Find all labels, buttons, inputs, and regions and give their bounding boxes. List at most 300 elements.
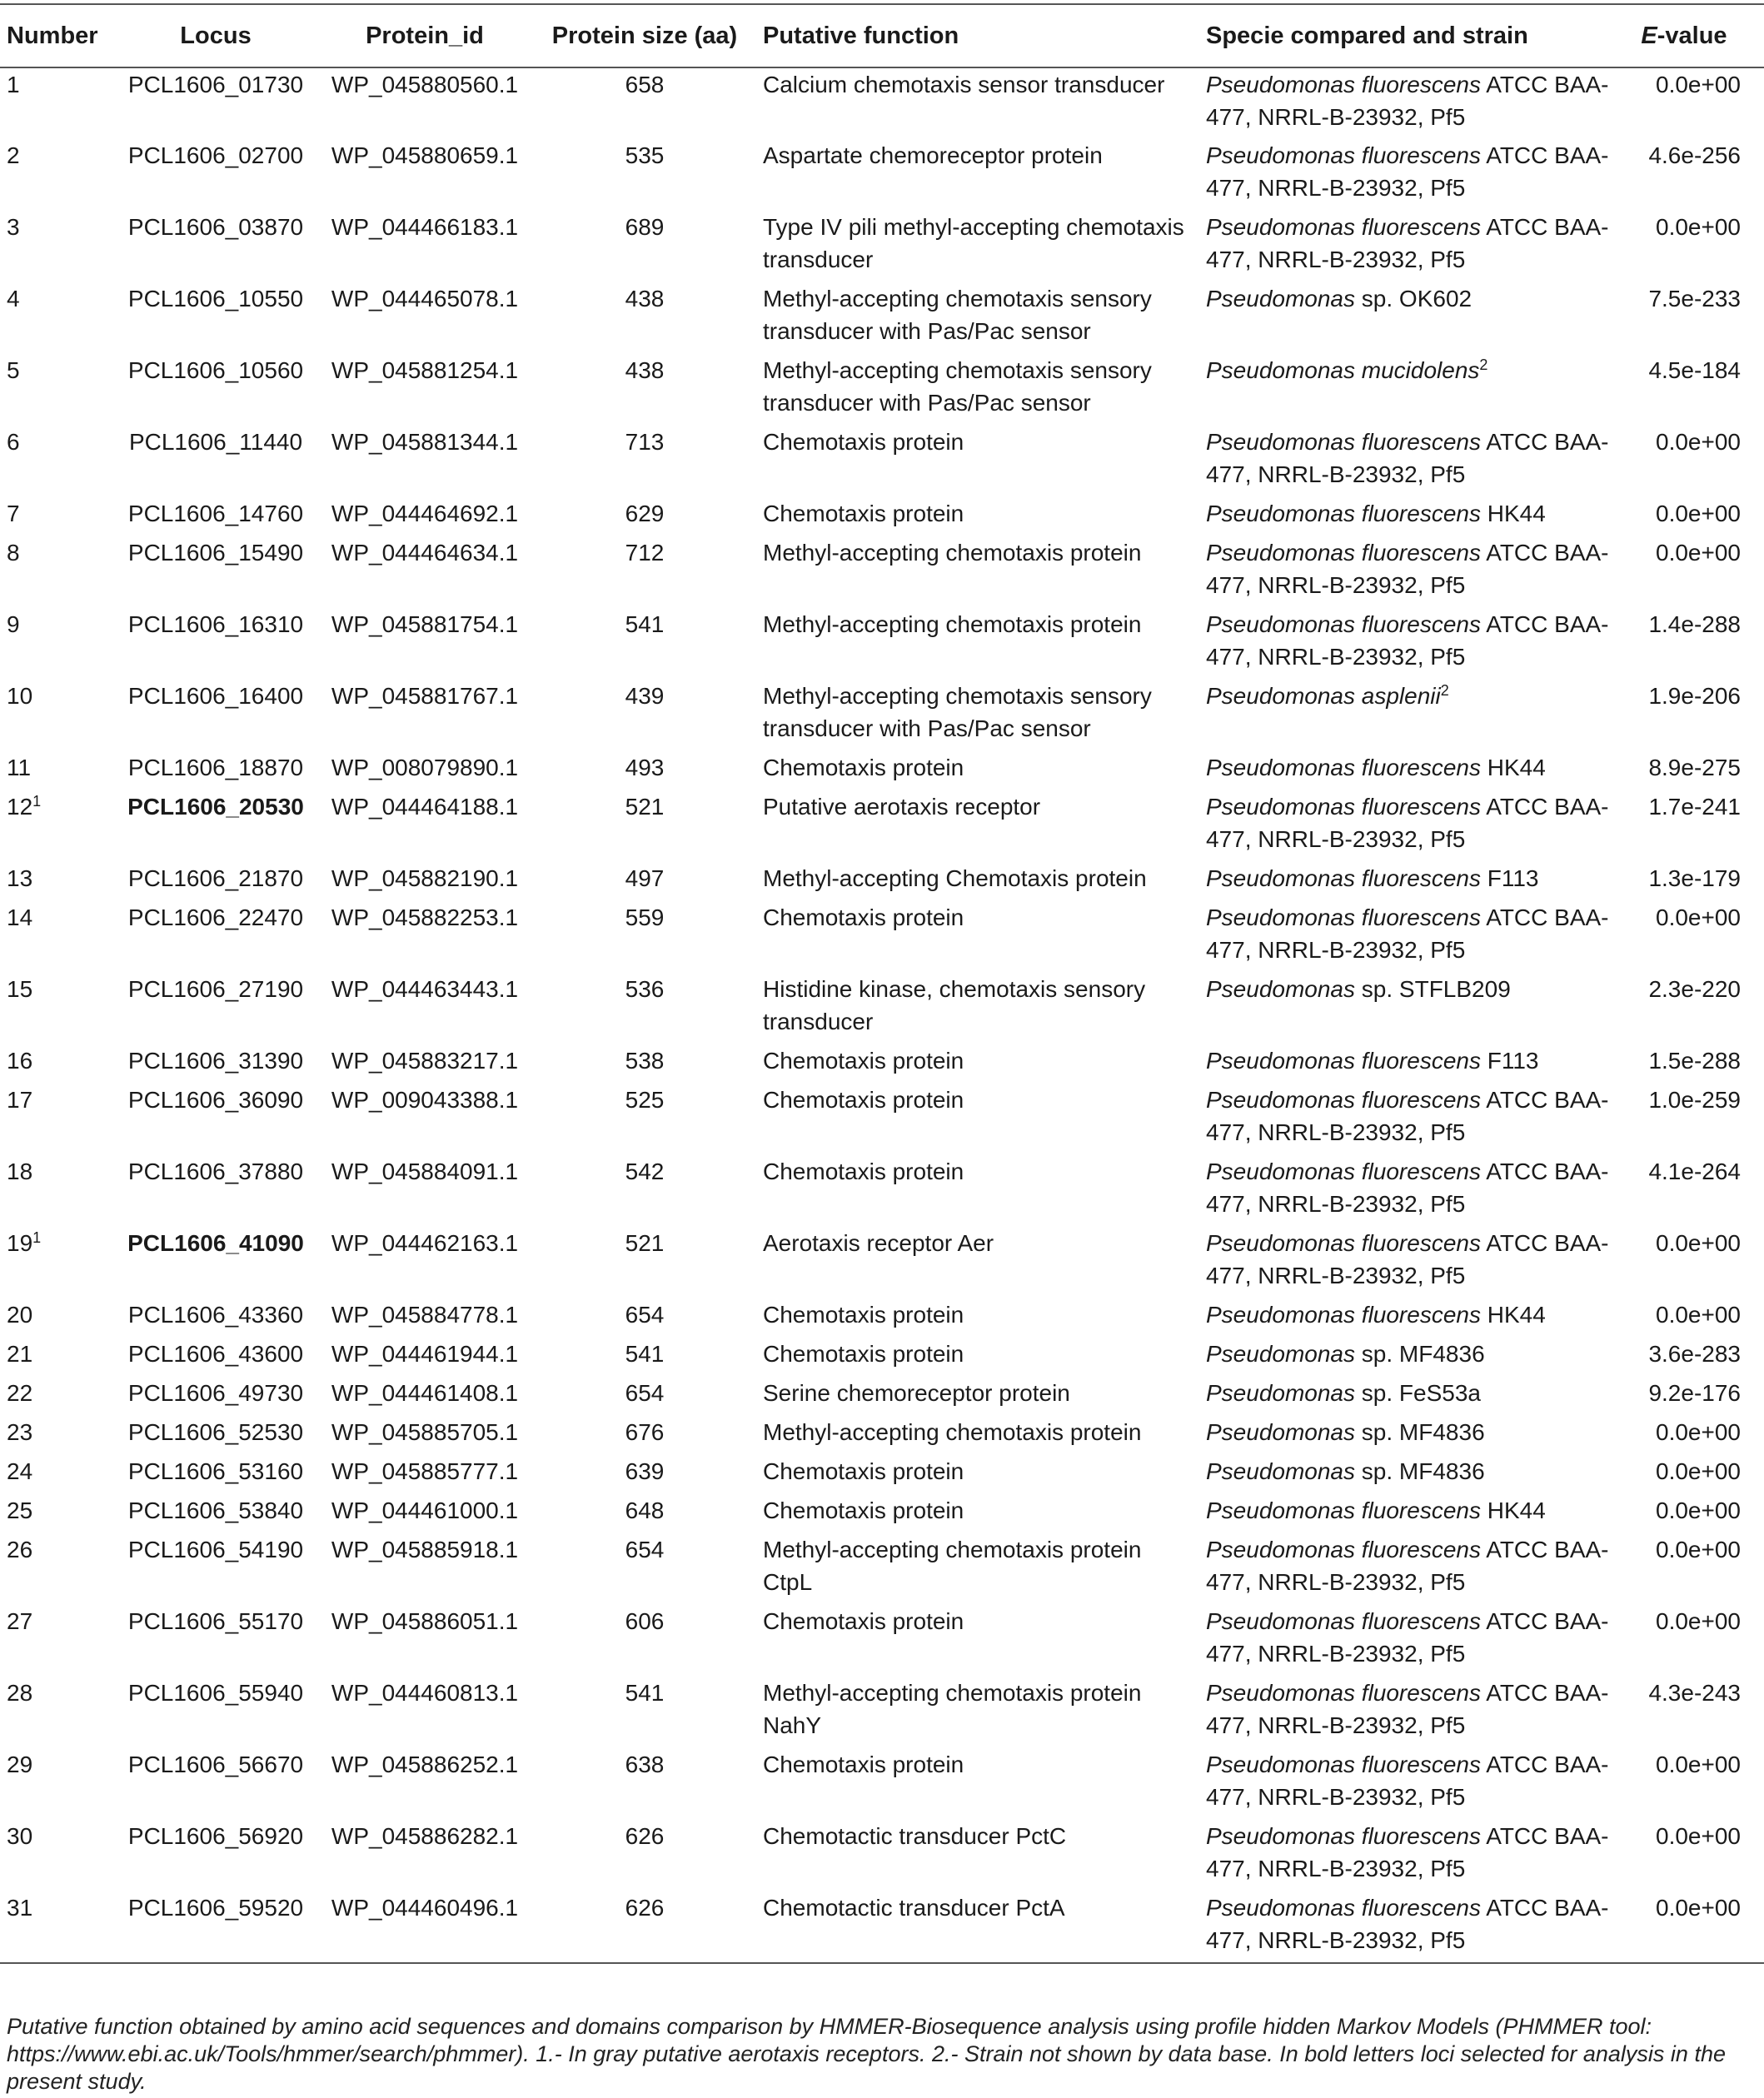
species-name: Pseudomonas [1206, 1380, 1356, 1406]
cell-number [0, 67, 113, 139]
cell-locus: PCL1606_14760 [127, 501, 304, 526]
cell-number [0, 862, 113, 901]
table-row [0, 680, 1764, 751]
row-number: 8 [7, 540, 20, 566]
cell-evalue: 0.0e+00 [1622, 1891, 1764, 1963]
cell-putative-function: Chemotaxis protein [763, 1048, 964, 1074]
cell-protein-size: 497 [625, 865, 665, 891]
row-number: 31 [7, 1895, 33, 1921]
species-name: Pseudomonas fluorescens [1206, 1608, 1481, 1634]
species-footnote-mark: 2 [1479, 356, 1488, 373]
cell-number [0, 1227, 113, 1298]
cell-species [1201, 790, 1622, 862]
species-footnote-mark: 2 [1440, 682, 1449, 699]
species-strain: sp. FeS53a [1355, 1380, 1481, 1406]
cell-evalue: 7.5e-233 [1648, 286, 1741, 311]
cell-number [0, 282, 113, 354]
cell-putative-function: Aspartate chemoreceptor protein [763, 142, 1103, 168]
cell-putative-function: Chemotaxis protein [763, 429, 964, 455]
species-strain: ATCC BAA-477, NRRL-B-23932, Pf5 [1206, 1752, 1609, 1810]
cell-protein-size: 438 [625, 286, 665, 311]
cell-putative-function: Methyl-accepting chemotaxis protein [763, 611, 1142, 637]
cell-protein-id: WP_045881767.1 [331, 683, 519, 709]
table-row [0, 1677, 1764, 1748]
cell-locus: PCL1606_59520 [113, 1891, 318, 1963]
table-row [0, 139, 1764, 211]
species-strain: HK44 [1480, 755, 1546, 780]
table-row [0, 1820, 1764, 1891]
cell-species [1201, 1044, 1622, 1084]
cell-locus: PCL1606_53160 [127, 1458, 304, 1484]
species-name: Pseudomonas fluorescens [1206, 1823, 1481, 1849]
header-number: Number [0, 4, 113, 67]
species-name: Pseudomonas [1206, 1341, 1356, 1367]
cell-evalue: 0.0e+00 [1656, 1823, 1741, 1849]
cell-protein-size: 654 [625, 1302, 665, 1328]
table-header-row [0, 4, 1764, 67]
cell-protein-size: 541 [625, 1341, 665, 1367]
species-name: Pseudomonas fluorescens [1206, 794, 1481, 820]
cell-putative-function: Chemotaxis protein [763, 1159, 964, 1184]
table-row [0, 426, 1764, 497]
cell-evalue: 4.6e-256 [1648, 142, 1741, 168]
cell-species [1201, 426, 1622, 497]
cell-number [0, 973, 113, 1044]
row-number: 26 [7, 1537, 33, 1562]
cell-protein-size: 438 [625, 357, 665, 383]
cell-putative-function: Methyl-accepting chemotaxis protein CtpL [763, 1537, 1142, 1595]
species-name: Pseudomonas asplenii [1206, 683, 1441, 709]
species-name: Pseudomonas fluorescens [1206, 540, 1481, 566]
cell-species [1201, 751, 1622, 790]
cell-protein-id: WP_044462163.1 [331, 1230, 519, 1256]
table-row [0, 973, 1764, 1044]
table-row [0, 1748, 1764, 1820]
cell-protein-id: WP_045880560.1 [331, 72, 519, 97]
cell-locus: PCL1606_16310 [127, 611, 304, 637]
cell-evalue: 0.0e+00 [1656, 1458, 1741, 1484]
cell-protein-size: 658 [625, 72, 665, 97]
cell-evalue: 8.9e-275 [1648, 755, 1741, 780]
cell-protein-size: 542 [625, 1159, 665, 1184]
species-name: Pseudomonas fluorescens [1206, 865, 1481, 891]
cell-species [1201, 901, 1622, 973]
species-name: Pseudomonas fluorescens [1206, 214, 1481, 240]
species-strain: ATCC BAA-477, NRRL-B-23932, Pf5 [1206, 142, 1609, 201]
cell-evalue: 0.0e+00 [1656, 1537, 1741, 1562]
row-number: 6 [7, 429, 20, 455]
cell-protein-size: 606 [625, 1608, 665, 1634]
row-number: 11 [7, 755, 32, 780]
cell-protein-size: 689 [625, 214, 665, 240]
row-number: 29 [7, 1752, 33, 1777]
table-row [0, 282, 1764, 354]
cell-evalue: 0.0e+00 [1656, 1752, 1741, 1777]
cell-number [0, 1084, 113, 1155]
header-putative-function: Putative function [758, 4, 1201, 67]
cell-protein-size: 713 [625, 429, 665, 455]
cell-protein-size: 536 [625, 976, 665, 1002]
cell-putative-function: Histidine kinase, chemotaxis sensory transducer [763, 976, 1146, 1034]
table-row [0, 1227, 1764, 1298]
cell-evalue: 4.5e-184 [1648, 357, 1741, 383]
cell-number [0, 1377, 113, 1416]
species-name: Pseudomonas fluorescens [1206, 72, 1481, 97]
cell-protein-size: 626 [531, 1891, 758, 1963]
cell-putative-function: Type IV pili methyl-accepting chemotaxis transducer [763, 214, 1184, 272]
header-evalue [1622, 4, 1764, 67]
cell-evalue: 0.0e+00 [1656, 429, 1741, 455]
row-number: 3 [7, 214, 20, 240]
cell-locus: PCL1606_31390 [127, 1048, 304, 1074]
species-name: Pseudomonas [1206, 1419, 1356, 1445]
cell-evalue: 0.0e+00 [1656, 72, 1741, 97]
species-name: Pseudomonas fluorescens [1206, 501, 1481, 526]
cell-evalue: 0.0e+00 [1656, 1608, 1741, 1634]
species-strain: HK44 [1480, 1302, 1546, 1328]
cell-putative-function: Chemotaxis protein [763, 501, 964, 526]
cell-number [0, 901, 113, 973]
species-name: Pseudomonas fluorescens [1206, 142, 1481, 168]
cell-protein-id: WP_045886051.1 [331, 1608, 519, 1634]
table-row [0, 1338, 1764, 1377]
header-evalue-e: E [1641, 22, 1657, 49]
cell-protein-id: WP_045884778.1 [331, 1302, 519, 1328]
cell-protein-id: WP_045886282.1 [331, 1823, 519, 1849]
cell-number [0, 608, 113, 680]
cell-putative-function: Chemotaxis protein [763, 755, 964, 780]
species-strain: ATCC BAA-477, NRRL-B-23932, Pf5 [1206, 904, 1609, 963]
species-name: Pseudomonas fluorescens [1206, 611, 1481, 637]
cell-evalue: 1.4e-288 [1648, 611, 1741, 637]
table-row [0, 1605, 1764, 1677]
species-name: Pseudomonas fluorescens [1206, 1537, 1481, 1562]
cell-locus: PCL1606_16400 [127, 683, 304, 709]
cell-putative-function: Methyl-accepting chemotaxis protein NahY [763, 1680, 1142, 1738]
row-number: 13 [7, 865, 33, 891]
cell-locus: PCL1606_52530 [127, 1419, 304, 1445]
species-name: Pseudomonas [1206, 1458, 1356, 1484]
chemotaxis-proteins-table [0, 3, 1764, 1964]
cell-locus: PCL1606_10550 [127, 286, 304, 311]
cell-evalue: 0.0e+00 [1656, 540, 1741, 566]
species-name: Pseudomonas fluorescens [1206, 755, 1481, 780]
cell-protein-id: WP_044460496.1 [318, 1891, 531, 1963]
cell-number [0, 1416, 113, 1455]
species-name: Pseudomonas fluorescens [1206, 429, 1481, 455]
species-strain: F113 [1480, 865, 1539, 891]
cell-locus: PCL1606_49730 [127, 1380, 304, 1406]
cell-protein-id: WP_045882253.1 [331, 904, 519, 930]
species-strain: ATCC BAA-477, NRRL-B-23932, Pf5 [1206, 1823, 1609, 1881]
row-number: 15 [7, 976, 33, 1002]
cell-species [1201, 67, 1622, 139]
cell-species [1201, 680, 1622, 751]
table-row [0, 1084, 1764, 1155]
row-number: 30 [7, 1823, 33, 1849]
cell-evalue: 0.0e+00 [1656, 1230, 1741, 1256]
species-strain: sp. MF4836 [1355, 1419, 1485, 1445]
table-row [0, 1494, 1764, 1533]
species-name: Pseudomonas fluorescens [1206, 1752, 1481, 1777]
row-number: 5 [7, 357, 20, 383]
cell-locus: PCL1606_54190 [127, 1537, 304, 1562]
species-strain: ATCC BAA-477, NRRL-B-23932, Pf5 [1206, 429, 1609, 487]
species-strain: ATCC BAA-477, NRRL-B-23932, Pf5 [1206, 1230, 1609, 1288]
cell-evalue: 2.3e-220 [1648, 976, 1741, 1002]
cell-species [1201, 1084, 1622, 1155]
cell-number [0, 139, 113, 211]
species-name: Pseudomonas [1206, 976, 1356, 1002]
cell-protein-size: 439 [625, 683, 665, 709]
cell-locus: PCL1606_22470 [127, 904, 304, 930]
cell-putative-function: Chemotaxis protein [763, 904, 964, 930]
row-number: 27 [7, 1608, 33, 1634]
species-name: Pseudomonas fluorescens [1206, 1048, 1481, 1074]
cell-species [1201, 1155, 1622, 1227]
table-row [0, 497, 1764, 536]
cell-protein-size: 626 [625, 1823, 665, 1849]
species-name: Pseudomonas fluorescens [1206, 904, 1481, 930]
cell-protein-id: WP_045882190.1 [331, 865, 519, 891]
cell-number [0, 426, 113, 497]
table-row [0, 1533, 1764, 1605]
row-number: 21 [7, 1341, 33, 1367]
cell-evalue: 1.7e-241 [1648, 794, 1741, 820]
species-strain: F113 [1480, 1048, 1539, 1074]
species-strain: ATCC BAA-477, NRRL-B-23932, Pf5 [1206, 1895, 1609, 1953]
header-evalue-rest: -value [1657, 22, 1727, 49]
cell-protein-id: WP_045885777.1 [331, 1458, 519, 1484]
cell-protein-size: 712 [625, 540, 665, 566]
cell-protein-id: WP_045885918.1 [331, 1537, 519, 1562]
species-name: Pseudomonas fluorescens [1206, 1159, 1481, 1184]
cell-number [0, 790, 113, 862]
cell-species [1201, 1455, 1622, 1494]
cell-number [0, 536, 113, 608]
cell-putative-function: Chemotaxis protein [763, 1752, 964, 1777]
cell-evalue: 0.0e+00 [1656, 1302, 1741, 1328]
cell-protein-size: 559 [625, 904, 665, 930]
cell-species [1201, 1605, 1622, 1677]
cell-protein-size: 654 [625, 1537, 665, 1562]
cell-locus: PCL1606_11440 [128, 429, 303, 455]
cell-locus: PCL1606_36090 [127, 1087, 304, 1113]
species-strain: HK44 [1480, 1498, 1546, 1523]
cell-protein-id: WP_044463443.1 [331, 976, 519, 1002]
row-number: 19 [7, 1230, 33, 1256]
cell-protein-id: WP_044464692.1 [331, 501, 519, 526]
cell-putative-function: Chemotaxis protein [763, 1302, 964, 1328]
row-number: 24 [7, 1458, 33, 1484]
cell-number [0, 1891, 113, 1963]
cell-putative-function: Chemotactic transducer PctA [758, 1891, 1201, 1963]
species-strain: sp. MF4836 [1355, 1458, 1485, 1484]
species-name: Pseudomonas mucidolens [1206, 357, 1480, 383]
cell-species [1201, 608, 1622, 680]
row-number: 4 [7, 286, 20, 311]
cell-species [1201, 1227, 1622, 1298]
cell-evalue: 0.0e+00 [1656, 214, 1741, 240]
table-row [0, 901, 1764, 973]
cell-evalue: 1.0e-259 [1648, 1087, 1741, 1113]
cell-evalue: 0.0e+00 [1656, 501, 1741, 526]
cell-number [0, 211, 113, 282]
cell-putative-function: Chemotaxis protein [763, 1608, 964, 1634]
cell-number [0, 1748, 113, 1820]
header-locus: Locus [113, 4, 318, 67]
cell-species [1201, 973, 1622, 1044]
table-row [0, 862, 1764, 901]
species-strain: sp. MF4836 [1355, 1341, 1485, 1367]
cell-putative-function: Methyl-accepting chemotaxis sensory transducer with Pas/Pac sensor [763, 286, 1152, 344]
cell-number [0, 1155, 113, 1227]
cell-protein-id: WP_045881344.1 [331, 429, 519, 455]
cell-evalue: 0.0e+00 [1656, 1419, 1741, 1445]
species-strain: ATCC BAA-477, NRRL-B-23932, Pf5 [1206, 540, 1609, 598]
cell-protein-id: WP_045883217.1 [331, 1048, 519, 1074]
cell-protein-id: WP_044461000.1 [331, 1498, 519, 1523]
cell-putative-function: Methyl-accepting chemotaxis protein [763, 540, 1142, 566]
species-name: Pseudomonas fluorescens [1206, 1302, 1481, 1328]
cell-species [1201, 1677, 1622, 1748]
cell-species [1201, 497, 1622, 536]
cell-locus: PCL1606_18870 [127, 755, 304, 780]
cell-protein-id: WP_044461408.1 [331, 1380, 519, 1406]
cell-evalue: 0.0e+00 [1656, 1498, 1741, 1523]
table-row [0, 608, 1764, 680]
cell-species [1201, 1298, 1622, 1338]
cell-locus: PCL1606_21870 [127, 865, 304, 891]
species-name: Pseudomonas fluorescens [1206, 1087, 1481, 1113]
table-row [0, 536, 1764, 608]
row-number: 16 [7, 1048, 33, 1074]
table-row [0, 1155, 1764, 1227]
cell-protein-id: WP_044460813.1 [331, 1680, 519, 1706]
cell-putative-function: Serine chemoreceptor protein [763, 1380, 1070, 1406]
cell-putative-function: Methyl-accepting chemotaxis sensory transducer with Pas/Pac sensor [763, 683, 1152, 741]
cell-evalue: 1.3e-179 [1648, 865, 1741, 891]
cell-species [1201, 862, 1622, 901]
species-strain: ATCC BAA-477, NRRL-B-23932, Pf5 [1206, 1608, 1609, 1667]
cell-evalue: 9.2e-176 [1648, 1380, 1741, 1406]
cell-protein-id: WP_044464634.1 [331, 540, 519, 566]
cell-species [1201, 1820, 1622, 1891]
row-number: 23 [7, 1419, 33, 1445]
cell-number [0, 1677, 113, 1748]
cell-locus: PCL1606_01730 [127, 72, 304, 97]
row-number-footnote-mark: 1 [32, 1229, 42, 1246]
cell-protein-size: 521 [625, 794, 665, 820]
cell-evalue: 0.0e+00 [1656, 904, 1741, 930]
table-row [0, 1298, 1764, 1338]
cell-protein-size: 654 [625, 1380, 665, 1406]
cell-protein-id: WP_044464188.1 [331, 794, 519, 820]
row-number: 28 [7, 1680, 33, 1706]
cell-number [0, 497, 113, 536]
cell-protein-id: WP_045880659.1 [331, 142, 519, 168]
cell-evalue: 4.1e-264 [1648, 1159, 1741, 1184]
cell-species [1201, 1338, 1622, 1377]
cell-species [1201, 282, 1622, 354]
cell-locus: PCL1606_03870 [127, 214, 304, 240]
row-number: 7 [7, 501, 20, 526]
cell-evalue: 3.6e-283 [1648, 1341, 1741, 1367]
cell-protein-size: 629 [625, 501, 665, 526]
row-number: 20 [7, 1302, 33, 1328]
cell-putative-function: Putative aerotaxis receptor [763, 794, 1041, 820]
species-strain: ATCC BAA-477, NRRL-B-23932, Pf5 [1206, 1159, 1609, 1217]
cell-protein-size: 648 [625, 1498, 665, 1523]
cell-protein-id: WP_009043388.1 [331, 1087, 519, 1113]
table-footnote: Putative function obtained by amino acid sequences and domains comparison by HMMER-Biosequence analysis using profile hidden Markov Models (PHMMER tool: https://www.ebi.ac.uk/Tools/hmmer/search/phmmer). 1.- In gray putative aerotaxis receptors. 2.- Strain not shown by data base. In bold letters loci selected for analysis in the present study. [7, 2014, 1726, 2094]
cell-locus: PCL1606_43600 [127, 1341, 304, 1367]
cell-protein-size: 493 [625, 755, 665, 780]
cell-evalue: 1.5e-288 [1648, 1048, 1741, 1074]
cell-species [1201, 1748, 1622, 1820]
table-row [0, 1044, 1764, 1084]
row-number: 18 [7, 1159, 33, 1184]
cell-putative-function: Chemotaxis protein [763, 1498, 964, 1523]
cell-locus: PCL1606_10560 [127, 357, 304, 383]
cell-locus: PCL1606_41090 [127, 1230, 304, 1256]
cell-protein-id: WP_044461944.1 [331, 1341, 519, 1367]
species-strain: sp. OK602 [1355, 286, 1472, 311]
species-strain: HK44 [1480, 501, 1546, 526]
cell-number [0, 1820, 113, 1891]
table-row [0, 211, 1764, 282]
species-name: Pseudomonas fluorescens [1206, 1498, 1481, 1523]
species-name: Pseudomonas [1206, 286, 1356, 311]
cell-putative-function: Chemotaxis protein [763, 1087, 964, 1113]
cell-protein-size: 639 [625, 1458, 665, 1484]
cell-protein-size: 538 [625, 1048, 665, 1074]
cell-protein-size: 638 [625, 1752, 665, 1777]
species-strain: ATCC BAA-477, NRRL-B-23932, Pf5 [1206, 1087, 1609, 1145]
row-number: 12 [7, 794, 33, 820]
table-row [0, 1455, 1764, 1494]
species-name: Pseudomonas fluorescens [1206, 1680, 1481, 1706]
cell-protein-size: 525 [625, 1087, 665, 1113]
cell-species [1201, 1494, 1622, 1533]
cell-locus: PCL1606_02700 [127, 142, 304, 168]
species-strain: ATCC BAA-477, NRRL-B-23932, Pf5 [1206, 72, 1609, 130]
cell-number [0, 1533, 113, 1605]
cell-protein-size: 676 [625, 1419, 665, 1445]
cell-putative-function: Chemotactic transducer PctC [763, 1823, 1067, 1849]
cell-locus: PCL1606_53840 [127, 1498, 304, 1523]
table-body [0, 67, 1764, 1963]
table-row [0, 751, 1764, 790]
cell-species [1201, 1416, 1622, 1455]
row-number: 17 [7, 1087, 33, 1113]
cell-evalue: 1.9e-206 [1648, 683, 1741, 709]
cell-number [0, 751, 113, 790]
row-number: 9 [7, 611, 20, 637]
cell-protein-id: WP_045881254.1 [331, 357, 519, 383]
row-number: 10 [7, 683, 33, 709]
cell-locus: PCL1606_56670 [127, 1752, 304, 1777]
cell-protein-size: 521 [625, 1230, 665, 1256]
cell-putative-function: Methyl-accepting chemotaxis protein [763, 1419, 1142, 1445]
cell-protein-id: WP_045884091.1 [331, 1159, 519, 1184]
cell-number [0, 1338, 113, 1377]
cell-putative-function: Aerotaxis receptor Aer [763, 1230, 994, 1256]
row-number-footnote-mark: 1 [32, 793, 42, 810]
species-name: Pseudomonas fluorescens [1206, 1895, 1481, 1921]
cell-evalue: 4.3e-243 [1648, 1680, 1741, 1706]
row-number: 2 [7, 142, 20, 168]
